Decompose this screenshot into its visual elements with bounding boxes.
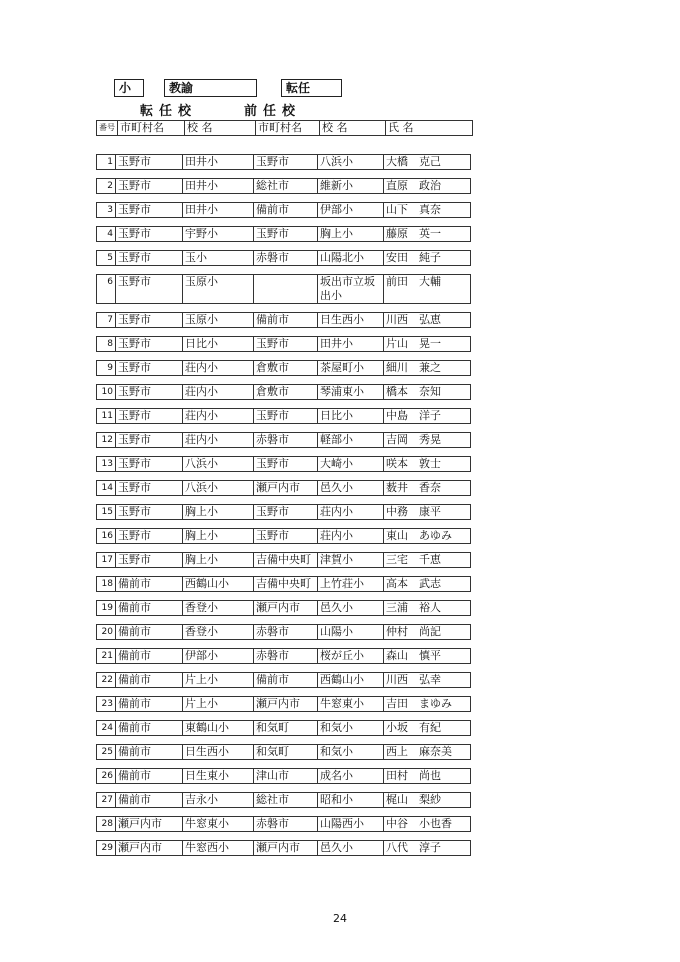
table-cell: 備前市 — [116, 600, 183, 616]
table-cell: 山陽西小 — [318, 816, 384, 832]
table-cell: 28 — [96, 816, 116, 832]
table-cell: 和気小 — [318, 720, 384, 736]
table-cell: 山陽小 — [318, 624, 384, 640]
table-cell: 安田 純子 — [384, 250, 471, 266]
transfer-table — [96, 146, 471, 864]
table-cell: 玉野市 — [254, 154, 318, 170]
table-cell: 片上小 — [183, 696, 254, 712]
table-cell: 牛窓東小 — [183, 816, 254, 832]
table-cell: 備前市 — [116, 768, 183, 784]
table-cell: 総社市 — [254, 792, 318, 808]
table-cell: 14 — [96, 480, 116, 496]
table-cell: 田村 尚也 — [384, 768, 471, 784]
table-cell: 玉野市 — [116, 154, 183, 170]
table-cell: 日生西小 — [183, 744, 254, 760]
table-cell: 川西 弘幸 — [384, 672, 471, 688]
table-cell: 玉原小 — [183, 312, 254, 328]
table-cell: 高本 武志 — [384, 576, 471, 592]
table-cell: 赤磐市 — [254, 816, 318, 832]
table-cell: 宇野小 — [183, 226, 254, 242]
table-row — [96, 274, 471, 304]
page-number: 24 — [333, 912, 347, 925]
table-cell: 10 — [96, 384, 116, 400]
table-cell: 津山市 — [254, 768, 318, 784]
table-cell: 細川 兼之 — [384, 360, 471, 376]
col-new-school: 校 名 — [185, 121, 256, 136]
table-cell: 18 — [96, 576, 116, 592]
table-cell: 八浜小 — [318, 154, 384, 170]
table-cell: 備前市 — [116, 624, 183, 640]
table-cell: 中務 康平 — [384, 504, 471, 520]
table-cell: 6 — [96, 274, 116, 304]
table-cell: 山陽北小 — [318, 250, 384, 266]
table-cell: 桜が丘小 — [318, 648, 384, 664]
table-cell: 玉野市 — [116, 456, 183, 472]
table-cell: 胸上小 — [183, 552, 254, 568]
table-cell: 備前市 — [116, 696, 183, 712]
table-row — [96, 792, 471, 808]
table-cell: 田井小 — [318, 336, 384, 352]
table-cell: 備前市 — [254, 672, 318, 688]
table-cell: 倉敷市 — [254, 360, 318, 376]
table-row — [96, 696, 471, 712]
table-cell: 13 — [96, 456, 116, 472]
table-cell: 胸上小 — [183, 504, 254, 520]
table-cell: 玉野市 — [116, 274, 183, 304]
table-row — [96, 816, 471, 832]
table-cell: 津賀小 — [318, 552, 384, 568]
table-cell: 22 — [96, 672, 116, 688]
table-cell: 和気町 — [254, 744, 318, 760]
table-cell: 三浦 裕人 — [384, 600, 471, 616]
col-name: 氏 名 — [386, 121, 473, 136]
table-cell: 27 — [96, 792, 116, 808]
table-cell: 玉野市 — [254, 336, 318, 352]
table-row — [96, 576, 471, 592]
table-cell: 瀬戸内市 — [254, 600, 318, 616]
table-cell: 邑久小 — [318, 600, 384, 616]
table-cell: 前田 大輔 — [384, 274, 471, 304]
table-cell: 玉野市 — [116, 250, 183, 266]
table-cell: 仲村 尚記 — [384, 624, 471, 640]
table-cell: 西鶴山小 — [183, 576, 254, 592]
table-cell: 赤磐市 — [254, 250, 318, 266]
table-cell: 11 — [96, 408, 116, 424]
table-cell: 玉野市 — [254, 456, 318, 472]
table-cell: 胸上小 — [183, 528, 254, 544]
table-row — [96, 600, 471, 616]
table-cell: 川西 弘恵 — [384, 312, 471, 328]
table-cell: 日生東小 — [183, 768, 254, 784]
table-cell: 坂出市立坂出小 — [318, 274, 384, 304]
table-cell: 八浜小 — [183, 456, 254, 472]
table-cell: 八代 淳子 — [384, 840, 471, 856]
table-cell: 玉野市 — [116, 528, 183, 544]
table-row — [96, 456, 471, 472]
column-header — [96, 120, 473, 136]
table-cell: 備前市 — [116, 576, 183, 592]
table-cell: 瀬戸内市 — [254, 696, 318, 712]
table-row — [96, 408, 471, 424]
table-cell: 荘内小 — [318, 528, 384, 544]
table-cell: 森山 慎平 — [384, 648, 471, 664]
table-cell: 琴浦東小 — [318, 384, 384, 400]
table-cell: 橋本 奈知 — [384, 384, 471, 400]
table-cell: 咲本 敦士 — [384, 456, 471, 472]
table-cell: 薮井 香奈 — [384, 480, 471, 496]
table-row — [96, 672, 471, 688]
table-cell: 7 — [96, 312, 116, 328]
table-cell: 玉野市 — [116, 432, 183, 448]
table-cell: 15 — [96, 504, 116, 520]
table-cell: 吉備中央町 — [254, 576, 318, 592]
table-cell: 玉野市 — [116, 504, 183, 520]
table-cell: 玉野市 — [116, 552, 183, 568]
table-cell: 25 — [96, 744, 116, 760]
table-row — [96, 154, 471, 170]
col-prev-school: 校 名 — [320, 121, 386, 136]
table-cell: 総社市 — [254, 178, 318, 194]
table-cell: 備前市 — [254, 312, 318, 328]
table-cell: 大橋 克己 — [384, 154, 471, 170]
table-cell: 16 — [96, 528, 116, 544]
table-cell: 備前市 — [116, 672, 183, 688]
table-cell: 三宅 千恵 — [384, 552, 471, 568]
table-cell: 山下 真奈 — [384, 202, 471, 218]
table-cell: 荘内小 — [183, 408, 254, 424]
table-cell: 玉野市 — [116, 360, 183, 376]
table-cell: 備前市 — [116, 720, 183, 736]
table-cell: 荘内小 — [183, 360, 254, 376]
table-cell: 赤磐市 — [254, 648, 318, 664]
table-row — [96, 178, 471, 194]
table-cell: 玉野市 — [116, 312, 183, 328]
table-cell: 赤磐市 — [254, 432, 318, 448]
table-cell: 玉野市 — [254, 408, 318, 424]
table-cell: 玉野市 — [116, 178, 183, 194]
table-row — [96, 504, 471, 520]
table-cell: 八浜小 — [183, 480, 254, 496]
table-cell: 田井小 — [183, 178, 254, 194]
table-cell: 吉田 まゆみ — [384, 696, 471, 712]
level-box: 小 — [114, 79, 144, 97]
table-cell: 倉敷市 — [254, 384, 318, 400]
table-row — [96, 840, 471, 856]
table-cell: 茶屋町小 — [318, 360, 384, 376]
table-row — [96, 432, 471, 448]
table-cell: 玉野市 — [116, 408, 183, 424]
type-box: 転任 — [281, 79, 342, 97]
table-row — [96, 528, 471, 544]
table-cell: 吉備中央町 — [254, 552, 318, 568]
table-cell: 胸上小 — [318, 226, 384, 242]
table-cell: 玉野市 — [116, 480, 183, 496]
new-school-label: 転任校 — [140, 104, 198, 119]
table-cell: 西上 麻奈美 — [384, 744, 471, 760]
table-cell: 梶山 梨紗 — [384, 792, 471, 808]
table-cell: 和気町 — [254, 720, 318, 736]
table-cell: 備前市 — [116, 792, 183, 808]
table-cell: 玉野市 — [254, 528, 318, 544]
table-cell: 直原 政治 — [384, 178, 471, 194]
table-cell: 玉野市 — [254, 226, 318, 242]
col-new-city: 市町村名 — [118, 121, 185, 136]
table-cell: 昭和小 — [318, 792, 384, 808]
table-cell: 瀬戸内市 — [254, 840, 318, 856]
table-cell: 東鶴山小 — [183, 720, 254, 736]
table-cell: 藤原 英一 — [384, 226, 471, 242]
table-cell: 香登小 — [183, 600, 254, 616]
table-cell: 玉野市 — [116, 226, 183, 242]
table-cell: 伊部小 — [183, 648, 254, 664]
table-cell: 大崎小 — [318, 456, 384, 472]
table-cell: 片山 晃一 — [384, 336, 471, 352]
table-cell: 伊部小 — [318, 202, 384, 218]
table-cell: 中島 洋子 — [384, 408, 471, 424]
table-cell: 西鶴山小 — [318, 672, 384, 688]
table-cell: 玉野市 — [116, 336, 183, 352]
table-cell: 牛窓西小 — [183, 840, 254, 856]
table-cell: 邑久小 — [318, 840, 384, 856]
table-cell: 荘内小 — [318, 504, 384, 520]
table-row — [96, 480, 471, 496]
role-box: 教諭 — [164, 79, 257, 97]
table-cell: 玉野市 — [116, 384, 183, 400]
table-cell: 成名小 — [318, 768, 384, 784]
table-cell: 8 — [96, 336, 116, 352]
col-prev-city: 市町村名 — [256, 121, 320, 136]
table-cell: 維新小 — [318, 178, 384, 194]
table-cell: 邑久小 — [318, 480, 384, 496]
table-row — [96, 250, 471, 266]
table-cell: 牛窓東小 — [318, 696, 384, 712]
table-cell: 23 — [96, 696, 116, 712]
table-row — [96, 552, 471, 568]
table-cell: 荘内小 — [183, 384, 254, 400]
table-cell: 日比小 — [183, 336, 254, 352]
table-cell: 田井小 — [183, 202, 254, 218]
table-cell: 26 — [96, 768, 116, 784]
table-cell: 玉野市 — [254, 504, 318, 520]
table-row — [96, 226, 471, 242]
table-cell: 備前市 — [254, 202, 318, 218]
table-cell: 荘内小 — [183, 432, 254, 448]
table-row — [96, 768, 471, 784]
table-row — [96, 720, 471, 736]
table-cell: 中谷 小也香 — [384, 816, 471, 832]
table-cell: 20 — [96, 624, 116, 640]
table-cell: 29 — [96, 840, 116, 856]
table-row — [96, 384, 471, 400]
table-cell: 2 — [96, 178, 116, 194]
table-cell: 備前市 — [116, 744, 183, 760]
table-cell: 軽部小 — [318, 432, 384, 448]
table-row — [96, 336, 471, 352]
table-cell: 9 — [96, 360, 116, 376]
table-cell: 3 — [96, 202, 116, 218]
table-cell: 備前市 — [116, 648, 183, 664]
table-cell: 21 — [96, 648, 116, 664]
table-cell: 日比小 — [318, 408, 384, 424]
table-cell: 片上小 — [183, 672, 254, 688]
table-cell: 吉岡 秀晃 — [384, 432, 471, 448]
table-cell: 玉野市 — [116, 202, 183, 218]
table-cell: 24 — [96, 720, 116, 736]
table-cell: 日生西小 — [318, 312, 384, 328]
table-cell: 瀬戸内市 — [254, 480, 318, 496]
table-cell: 12 — [96, 432, 116, 448]
table-cell: 赤磐市 — [254, 624, 318, 640]
table-cell — [254, 274, 318, 304]
table-cell: 瀬戸内市 — [116, 816, 183, 832]
table-row — [96, 744, 471, 760]
table-cell: 和気小 — [318, 744, 384, 760]
table-cell: 上竹荘小 — [318, 576, 384, 592]
table-row — [96, 624, 471, 640]
table-cell: 田井小 — [183, 154, 254, 170]
table-cell: 19 — [96, 600, 116, 616]
table-cell: 玉小 — [183, 250, 254, 266]
table-cell: 吉永小 — [183, 792, 254, 808]
table-cell: 東山 あゆみ — [384, 528, 471, 544]
table-row — [96, 202, 471, 218]
table-cell: 4 — [96, 226, 116, 242]
table-cell: 香登小 — [183, 624, 254, 640]
prev-school-label: 前任校 — [244, 104, 302, 119]
table-cell: 5 — [96, 250, 116, 266]
table-row — [96, 360, 471, 376]
table-cell: 瀬戸内市 — [116, 840, 183, 856]
table-cell: 1 — [96, 154, 116, 170]
table-row — [96, 648, 471, 664]
table-cell: 小坂 有紀 — [384, 720, 471, 736]
table-cell: 玉原小 — [183, 274, 254, 304]
col-number: 番号 — [97, 121, 118, 136]
table-row — [96, 312, 471, 328]
table-cell: 17 — [96, 552, 116, 568]
